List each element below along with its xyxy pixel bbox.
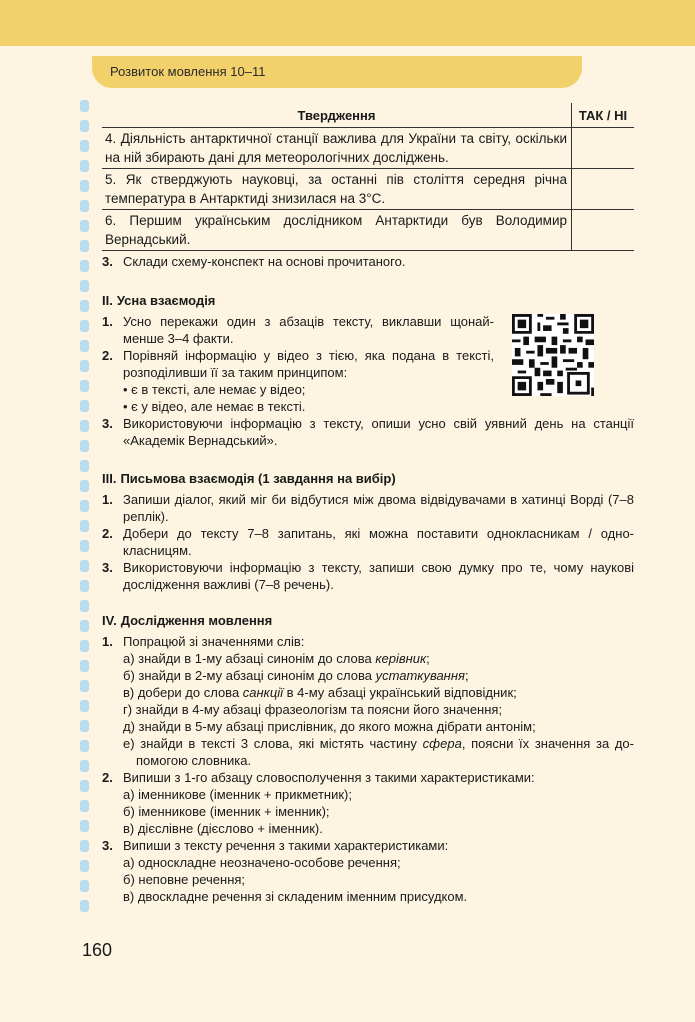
margin-dot: [80, 400, 89, 412]
margin-dot: [80, 420, 89, 432]
margin-dot: [80, 320, 89, 332]
margin-dot: [80, 460, 89, 472]
margin-dot: [80, 340, 89, 352]
margin-dot: [80, 200, 89, 212]
col-answer-header: ТАК / НІ: [572, 103, 635, 128]
page-number: 160: [82, 940, 113, 960]
margin-dot: [80, 820, 89, 832]
table-row: [102, 169, 634, 210]
margin-dot: [80, 500, 89, 512]
section-heading: ІІІ. Письмова взаємодія (1 завдання на вибір): [102, 471, 396, 486]
margin-dot: [80, 860, 89, 872]
section-written-interaction: ІІІ. Письмова взаємодія (1 завдання на вибір) 1. Запиши діалог, який міг би відбутися між двома відвідувачами в хатинці Ворді (7–8 реплік). 2. Добери до тексту 7–8 запитань, які можна поставити однокласникам / одно-класницям. 3. Використовуючи інформацію з тексту, запиши свою думку про те, чому наукові дослідження важливі (7–8 речень).: [102, 471, 634, 592]
table-row: [102, 128, 634, 169]
margin-dot: [80, 260, 89, 272]
answer-cell[interactable]: [572, 210, 635, 251]
margin-dot: [80, 620, 89, 632]
margin-dot: [80, 300, 89, 312]
margin-dot: [80, 680, 89, 692]
margin-dot: [80, 840, 89, 852]
top-color-band: [0, 0, 695, 46]
section-heading: IV. Дослідження мовлення: [102, 613, 273, 628]
margin-dot: [80, 760, 89, 772]
running-title: Розвиток мовлення 10–11: [110, 64, 266, 79]
statement-cell: 6. Першим українським дослідником Антарктиди був Володимир Вернадський.: [102, 210, 572, 251]
answer-cell[interactable]: [572, 169, 635, 210]
margin-dot: [80, 640, 89, 652]
margin-dot: [80, 280, 89, 292]
margin-dot: [80, 480, 89, 492]
margin-dot: [80, 140, 89, 152]
answer-cell[interactable]: [572, 128, 635, 169]
running-header: [92, 56, 582, 88]
margin-dot: [80, 700, 89, 712]
margin-dot: [80, 180, 89, 192]
statements-table: [102, 103, 634, 251]
margin-dot: [80, 120, 89, 132]
margin-dot: [80, 800, 89, 812]
table-row: [102, 210, 634, 251]
margin-dot: [80, 660, 89, 672]
margin-dot: [80, 520, 89, 532]
table-header-row: [102, 103, 634, 128]
margin-dot: [80, 600, 89, 612]
col-statement-header: Твердження: [102, 103, 572, 128]
margin-dot: [80, 780, 89, 792]
margin-dot: [80, 560, 89, 572]
margin-dot: [80, 880, 89, 892]
margin-dot: [80, 240, 89, 252]
margin-dot: [80, 740, 89, 752]
margin-dot: [80, 440, 89, 452]
margin-dot: [80, 540, 89, 552]
margin-dot: [80, 900, 89, 912]
margin-dot: [80, 380, 89, 392]
margin-dot: [80, 580, 89, 592]
section-oral-interaction: ІІ. Усна взаємодія 1. Усно перекажи один з абзаців тексту, виклавши щонай-менше 3–4 факти. 2. Порівняй інформацію у відео з тією, яка подана в тексті, розподіливши її за таким принципом: • є в тексті, але немає у відео; • є у відео, але немає в тексті. 3. Використовуючи інформацію з тексту, опиши усно свій уявний день на станції «Академік Вернадський».: [102, 293, 634, 448]
margin-dot: [80, 160, 89, 172]
statement-cell: 5. Як стверджують науковці, за останні пів століття середня річна температура в Антарктиді знизилася на 3°С.: [102, 169, 572, 210]
margin-dot: [80, 220, 89, 232]
statement-cell: 4. Діяльність антарктичної станції важлива для України та світу, оскільки на ній збирають дані для метеорологічних досліджень.: [102, 128, 572, 169]
qr-code-icon[interactable]: [512, 314, 594, 396]
margin-dot: [80, 100, 89, 112]
margin-dot: [80, 360, 89, 372]
section-heading: ІІ. Усна взаємодія: [102, 293, 216, 308]
margin-dot: [80, 720, 89, 732]
margin-dots-decoration: [80, 100, 94, 920]
task-3: 3. Склади схему-конспект на основі прочитаного.: [102, 254, 406, 269]
section-speech-research: IV. Дослідження мовлення 1. Попрацюй зі значеннями слів: а) знайди в 1-му абзаці синонім до слова керівник; б) знайди в 2-му абзаці синонім до слова устаткування; в) добери до слова санкції в 4-му абзаці український відповідник; г) знайди в 4-му абзаці фразеологізм та поясни його значення; д) знайди в 5-му абзаці прислівник, до якого можна дібрати антонім; е) знайди в тексті 3 слова, які містять частину сфера, поясни їх значення за до-помогою словника. 2. Випиши з 1-го абзацу словосполучення з такими характеристиками: а) іменникове (іменник + прикметник); б) іменникове (іменник + іменник); в) дієслівне (дієслово + іменник). 3. Випиши з тексту речення з такими характеристиками: а) односкладне неозначено-особове речення; б) неповне речення; в) двоскладне речення зі складеним іменним присудком.: [102, 613, 634, 904]
